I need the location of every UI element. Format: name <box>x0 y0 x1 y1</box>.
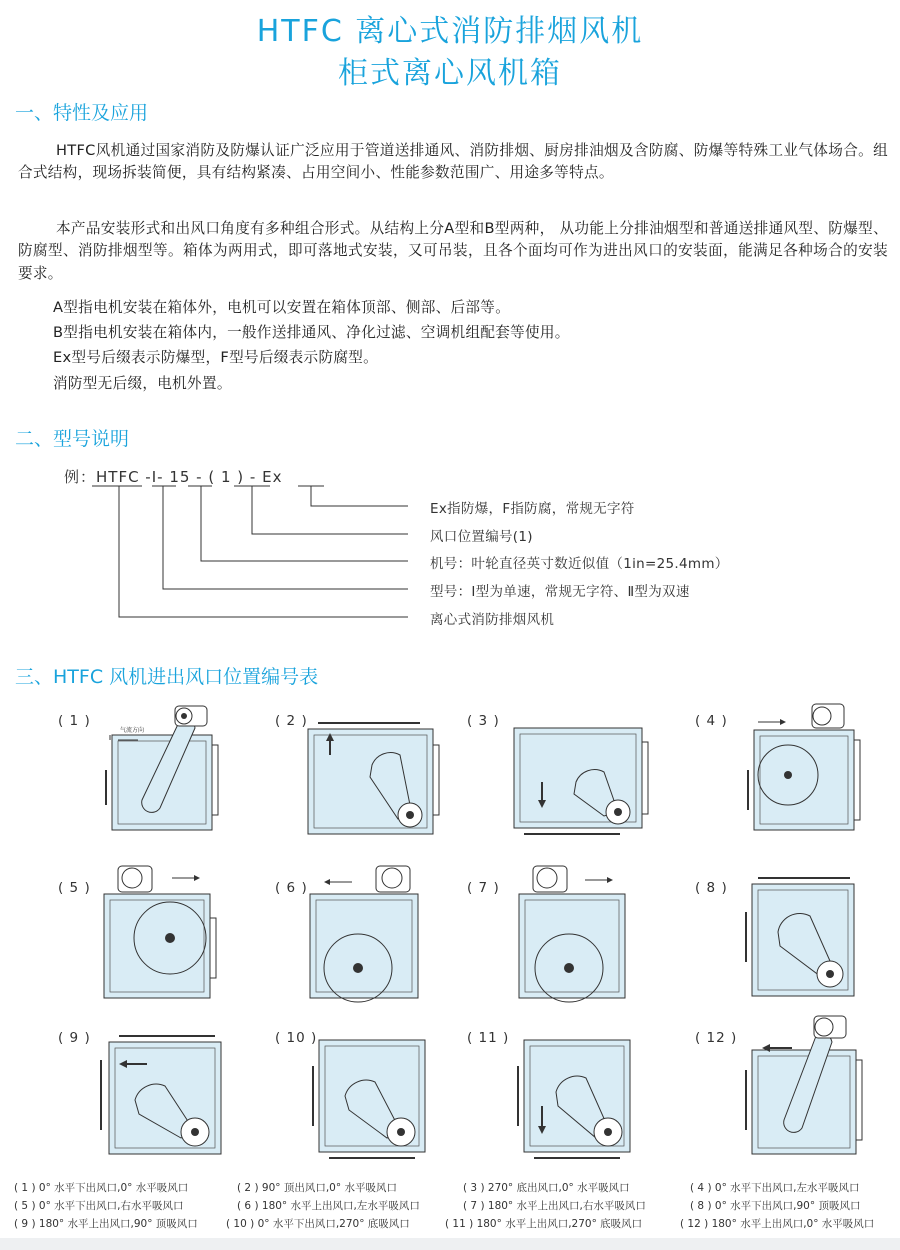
caption-2: ( 2 ) 90° 顶出风口,0° 水平吸风口 <box>237 1182 397 1194</box>
caption-10: ( 10 ) 0° 水平下出风口,270° 底吸风口 <box>226 1218 410 1230</box>
caption-12: ( 12 ) 180° 水平上出风口,0° 水平吸风口 <box>680 1218 875 1230</box>
fan-diagram-4 <box>740 700 870 840</box>
model-example: 例：HTFC -Ⅰ- 15 - ( 1 ) - Ex <box>64 468 283 486</box>
fan-diagram-1 <box>100 700 230 840</box>
caption-8: ( 8 ) 0° 水平下出风口,90° 顶吸风口 <box>690 1200 861 1212</box>
fan-diagram-12 <box>740 1010 870 1160</box>
features-line-a-type: A型指电机安装在箱体外，电机可以安置在箱体顶部、侧部、后部等。 <box>53 299 511 316</box>
fan-diagram-7 <box>505 858 640 1008</box>
diagram-label-3: ( 3 ) <box>467 713 500 729</box>
features-paragraph-1: HTFC风机通过国家消防及防爆认证广泛应用于管道送排通风、消防排烟、厨房排油烟及含防腐、防爆等特殊工业气体场合。组合式结构，现场拆装简便，具有结构紧凑、占用空间小、性能参数范围广、用途多等特点。 <box>18 142 888 182</box>
features-paragraph-2: 本产品安装形式和出风口角度有多种组合形式。从结构上分A型和B型两种， 从功能上分排油烟型和普通送排通风型、防爆型、防腐型、消防排烟型等。箱体为两用式，即可落地式安装，又可吊装，且各个面均可作为进出风口的安装面，能满足各种场合的安装要求。 <box>18 220 888 282</box>
fan-diagram-6 <box>300 858 435 1008</box>
fan-diagram-3 <box>500 722 670 847</box>
caption-9: ( 9 ) 180° 水平上出风口,90° 顶吸风口 <box>14 1218 198 1230</box>
legend-position: 风口位置编号(1) <box>430 529 533 545</box>
legend-ex: Ex指防爆，F指防腐，常规无字符 <box>430 501 635 517</box>
page-subtitle: 柜式离心风机箱 <box>338 56 562 91</box>
diagram-label-7: ( 7 ) <box>467 880 500 896</box>
caption-1: ( 1 ) 0° 水平下出风口,0° 水平吸风口 <box>14 1182 189 1194</box>
caption-6: ( 6 ) 180° 水平上出风口,左水平吸风口 <box>237 1200 420 1212</box>
diagram-label-4: ( 4 ) <box>695 713 728 729</box>
diagram-label-11: ( 11 ) <box>467 1030 510 1046</box>
section-heading-model: 二、型号说明 <box>15 428 130 450</box>
diagram-label-8: ( 8 ) <box>695 880 728 896</box>
diagram-label-6: ( 6 ) <box>275 880 308 896</box>
page-title: HTFC 离心式消防排烟风机 <box>256 14 644 49</box>
fan-diagram-9 <box>95 1030 230 1165</box>
legend-fan-name: 离心式消防排烟风机 <box>430 612 555 628</box>
footer-bar <box>0 1238 900 1250</box>
fan-diagram-5 <box>90 858 225 1008</box>
diagram-label-5: ( 5 ) <box>58 880 91 896</box>
diagram-label-1: ( 1 ) <box>58 713 91 729</box>
fan-diagram-11 <box>510 1036 645 1171</box>
caption-7: ( 7 ) 180° 水平上出风口,右水平吸风口 <box>463 1200 646 1212</box>
section-heading-features: 一、特性及应用 <box>15 102 149 124</box>
diagram-label-2: ( 2 ) <box>275 713 308 729</box>
diagram-label-12: ( 12 ) <box>695 1030 738 1046</box>
features-line-ex-suffix: Ex型号后缀表示防爆型，F型号后缀表示防腐型。 <box>53 349 379 366</box>
caption-5: ( 5 ) 0° 水平下出风口,右水平吸风口 <box>14 1200 184 1212</box>
fan-diagram-10 <box>305 1036 440 1171</box>
section-heading-positions: 三、HTFC 风机进出风口位置编号表 <box>15 666 319 688</box>
diagram-label-9: ( 9 ) <box>58 1030 91 1046</box>
caption-3: ( 3 ) 270° 底出风口,0° 水平吸风口 <box>463 1182 630 1194</box>
fan-diagram-8 <box>740 872 865 1007</box>
legend-machine-no: 机号：叶轮直径英寸数近似值（1in=25.4mm） <box>430 556 729 572</box>
features-line-b-type: B型指电机安装在箱体内，一般作送排通风、净化过滤、空调机组配套等使用。 <box>53 324 570 341</box>
legend-model-type: 型号：Ⅰ型为单速，常规无字符、Ⅱ型为双速 <box>430 584 690 600</box>
caption-11: ( 11 ) 180° 水平上出风口,270° 底吸风口 <box>445 1218 643 1230</box>
fan-diagram-2 <box>300 715 450 845</box>
features-line-fire-type: 消防型无后缀，电机外置。 <box>53 375 232 392</box>
airflow-label: 气流方向 <box>120 727 145 734</box>
diagram-label-10: ( 10 ) <box>275 1030 318 1046</box>
caption-4: ( 4 ) 0° 水平下出风口,左水平吸风口 <box>690 1182 860 1194</box>
